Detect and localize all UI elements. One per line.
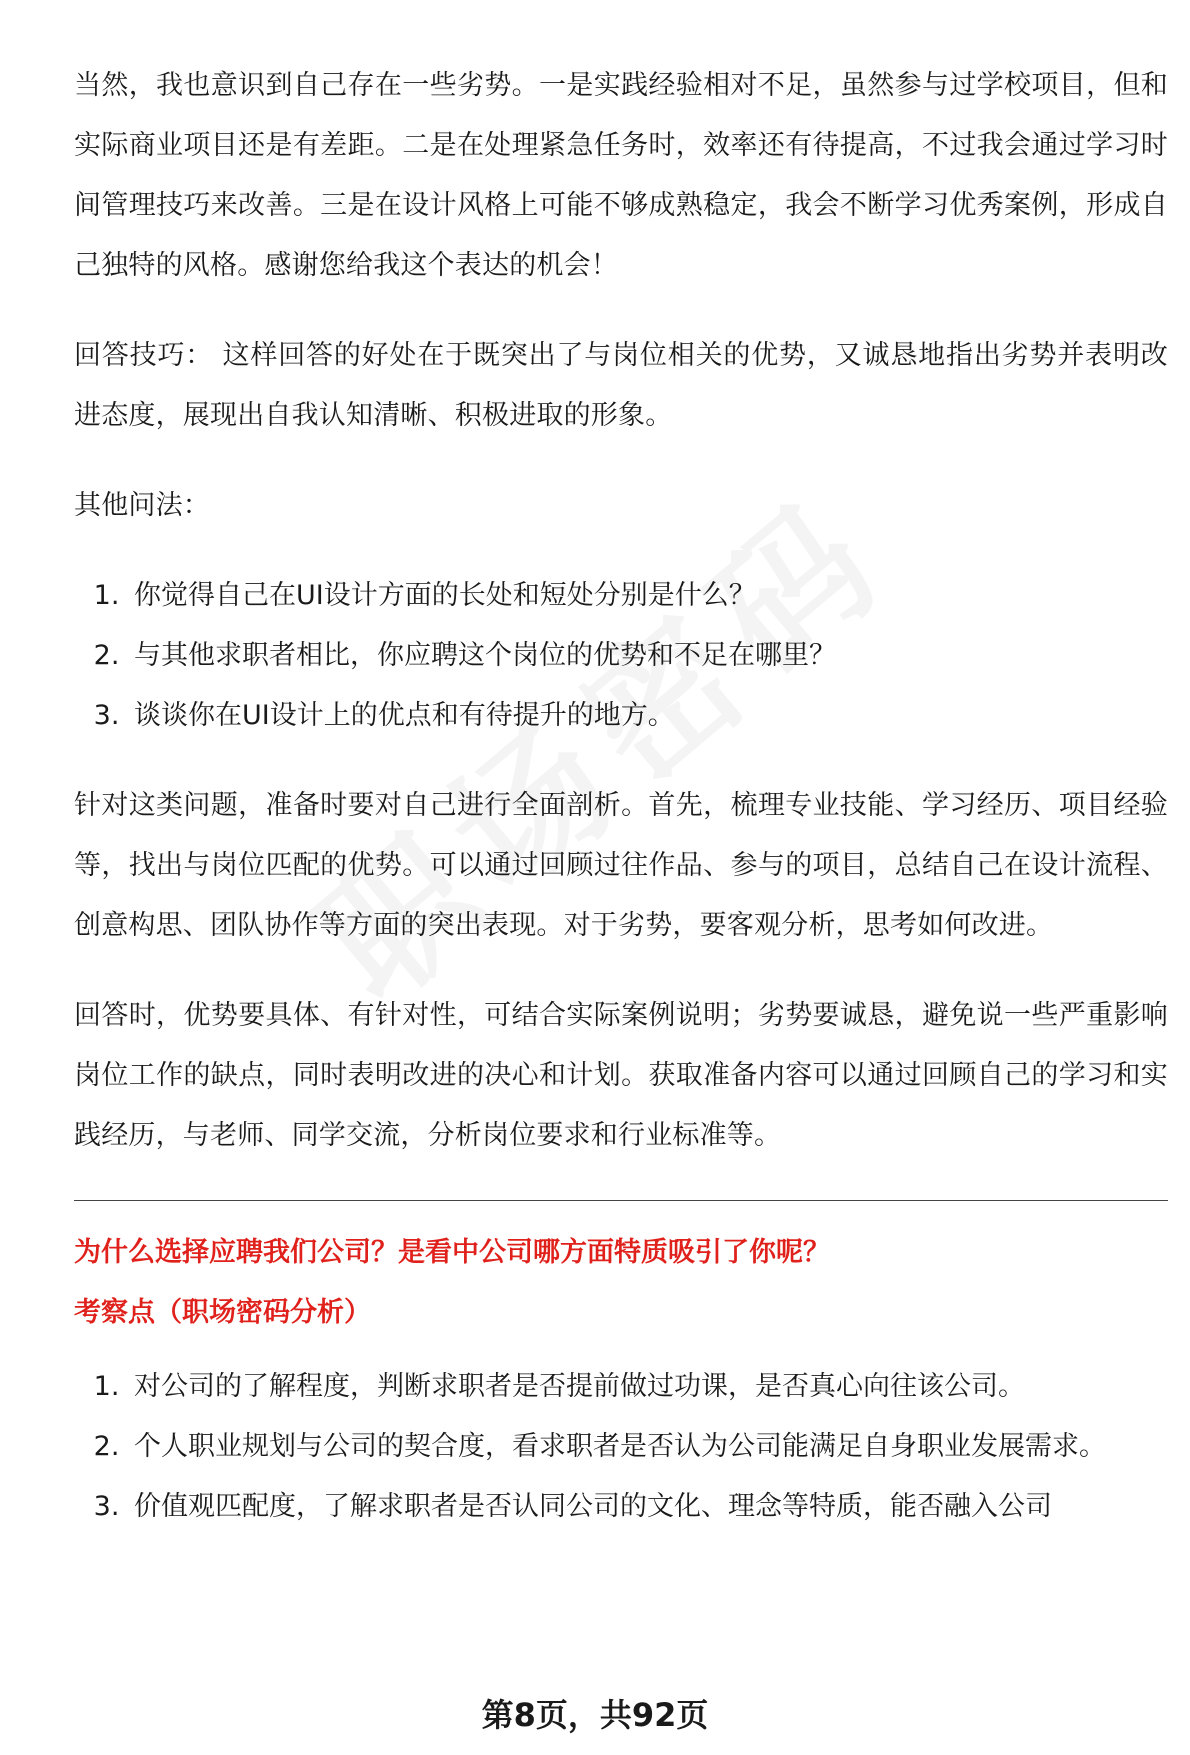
document-body: [74, 56, 1168, 1567]
paragraph-answer-tips: 回答技巧： 这样回答的好处在于既突出了与岗位相关的优势，又诚恳地指出劣势并表明改进态度，展现出自我认知清晰、积极进取的形象。: [74, 340, 1168, 431]
question-subtitle: 考察点（职场密码分析）: [74, 1297, 371, 1328]
page-footer: 第8页，共92页: [481, 1696, 709, 1734]
section-divider: [74, 1200, 1168, 1201]
list-item: 3. 谈谈你在UI设计上的优点和有待提升的地方。: [128, 686, 1168, 746]
question-title: 为什么选择应聘我们公司？是看中公司哪方面特质吸引了你呢？: [74, 1237, 830, 1268]
list-item: 2. 与其他求职者相比，你应聘这个岗位的优势和不足在哪里？: [128, 626, 1168, 686]
list-item: 1. 对公司的了解程度，判断求职者是否提前做过功课，是否真心向往该公司。: [128, 1357, 1168, 1417]
list-item: 3. 价值观匹配度，了解求职者是否认同公司的文化、理念等特质，能否融入公司: [128, 1477, 1168, 1537]
paragraph-preparation: 针对这类问题，准备时要对自己进行全面剖析。首先，梳理专业技能、学习经历、项目经验等，找出与岗位匹配的优势。可以通过回顾过往作品、参与的项目，总结自己在设计流程、创意构思、团队协作等方面的突出表现。对于劣势，要客观分析，思考如何改进。: [74, 790, 1168, 941]
other-questions-list: [74, 566, 1168, 746]
paragraph-answering: 回答时，优势要具体、有针对性，可结合实际案例说明；劣势要诚恳，避免说一些严重影响岗位工作的缺点，同时表明改进的决心和计划。获取准备内容可以通过回顾自己的学习和实践经历，与老师、同学交流，分析岗位要求和行业标准等。: [74, 1000, 1168, 1151]
paragraph-weaknesses: 当然，我也意识到自己存在一些劣势。一是实践经验相对不足，虽然参与过学校项目，但和实际商业项目还是有差距。二是在处理紧急任务时，效率还有待提高，不过我会通过学习时间管理技巧来改善。三是在设计风格上可能不够成熟稳定，我会不断学习优秀案例，形成自己独特的风格。感谢您给我这个表达的机会！: [74, 70, 1168, 281]
paragraph-other-questions-heading: 其他问法：: [74, 490, 210, 521]
list-item: 2. 个人职业规划与公司的契合度，看求职者是否认为公司能满足自身职业发展需求。: [128, 1417, 1168, 1477]
list-item: 1. 你觉得自己在UI设计方面的长处和短处分别是什么？: [128, 566, 1168, 626]
assessment-points-list: [74, 1357, 1168, 1537]
